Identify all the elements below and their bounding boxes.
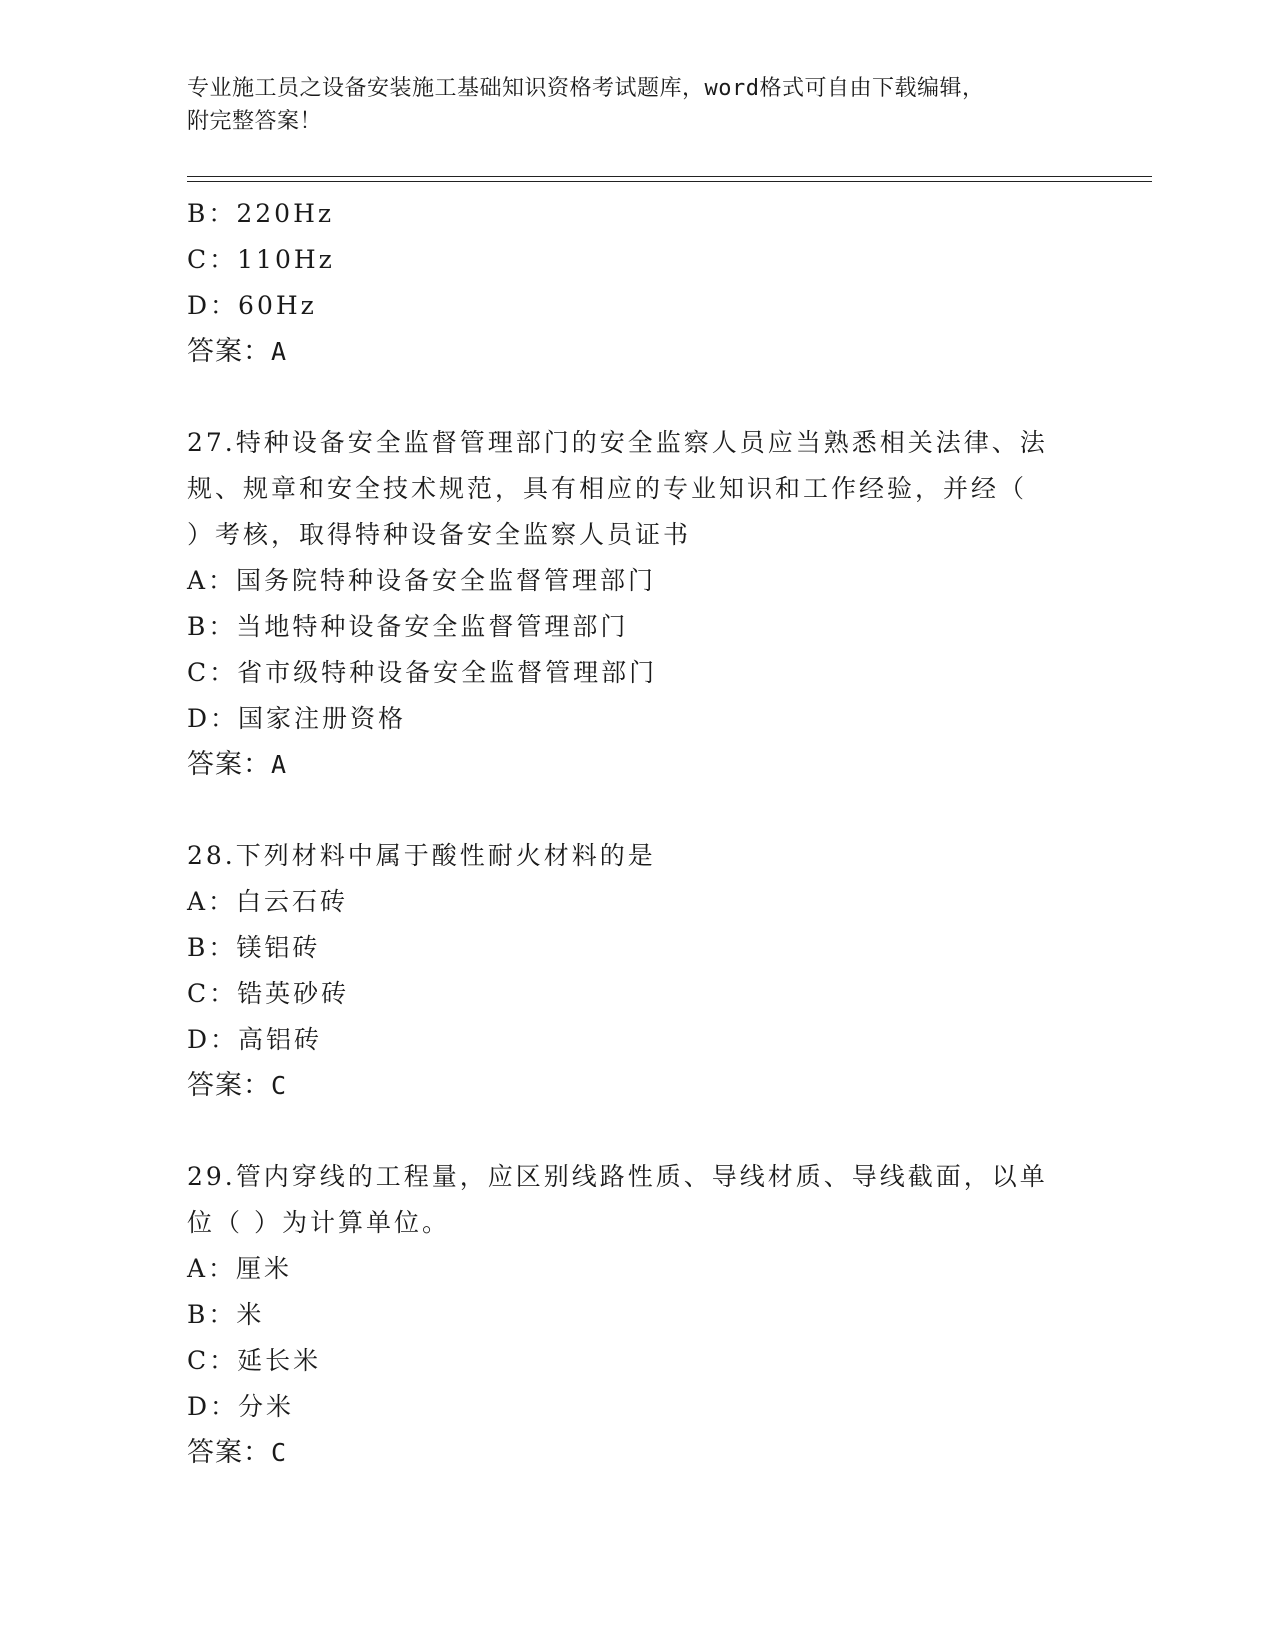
answer-label: 答案： (187, 1437, 271, 1468)
option-c: C：延长米 (187, 1346, 322, 1375)
header-line-2: 附完整答案！ (187, 109, 323, 134)
question-stem-line: 规、规章和安全技术规范，具有相应的专业知识和工作经验，并经（ (187, 474, 1028, 503)
answer-line (187, 1063, 1087, 1109)
question-26 (187, 191, 1087, 375)
question-list (187, 191, 1087, 1476)
question-spacer (187, 1109, 1087, 1154)
option-d: D：分米 (187, 1392, 295, 1421)
question-27 (187, 420, 1087, 788)
option-a: A：国务院特种设备安全监督管理部门 (187, 566, 657, 595)
question-spacer (187, 788, 1087, 833)
answer-label: 答案： (187, 1070, 271, 1101)
header-line-1: 专业施工员之设备安装施工基础知识资格考试题库，word格式可自由下载编辑， (187, 76, 985, 101)
answer-value: C (271, 1071, 288, 1100)
question-stem-line: 29.管内穿线的工程量，应区别线路性质、导线材质、导线截面，以单 (187, 1162, 1048, 1191)
option-a: A：厘米 (187, 1254, 293, 1283)
option-b: B：220Hz (187, 199, 335, 228)
question-stem-line: 位（ ）为计算单位。 (187, 1208, 450, 1237)
question-spacer (187, 375, 1087, 420)
question-stem-line: 27.特种设备安全监督管理部门的安全监察人员应当熟悉相关法律、法 (187, 428, 1048, 457)
option-c: C：锆英砂砖 (187, 979, 350, 1008)
option-d: D：高铝砖 (187, 1025, 323, 1054)
option-c: C：省市级特种设备安全监督管理部门 (187, 658, 658, 687)
answer-value: A (271, 750, 288, 779)
answer-line (187, 1430, 1087, 1476)
option-d: D：60Hz (187, 291, 317, 320)
question-28 (187, 833, 1087, 1109)
document-header (187, 72, 1087, 138)
answer-line (187, 742, 1087, 788)
answer-value: C (271, 1438, 288, 1467)
question-stem-line: 28.下列材料中属于酸性耐火材料的是 (187, 841, 656, 870)
answer-value: A (271, 337, 288, 366)
answer-label: 答案： (187, 336, 271, 367)
option-b: B：镁铝砖 (187, 933, 321, 962)
header-rule-bottom (187, 181, 1152, 182)
question-stem-line: ）考核，取得特种设备安全监察人员证书 (187, 520, 692, 549)
question-29 (187, 1154, 1087, 1476)
header-rule-top (187, 176, 1152, 177)
option-a: A：白云石砖 (187, 887, 349, 916)
option-b: B：米 (187, 1300, 265, 1329)
option-b: B：当地特种设备安全监督管理部门 (187, 612, 629, 641)
answer-label: 答案： (187, 749, 271, 780)
option-c: C：110Hz (187, 245, 335, 274)
option-d: D：国家注册资格 (187, 704, 407, 733)
answer-line (187, 329, 1087, 375)
